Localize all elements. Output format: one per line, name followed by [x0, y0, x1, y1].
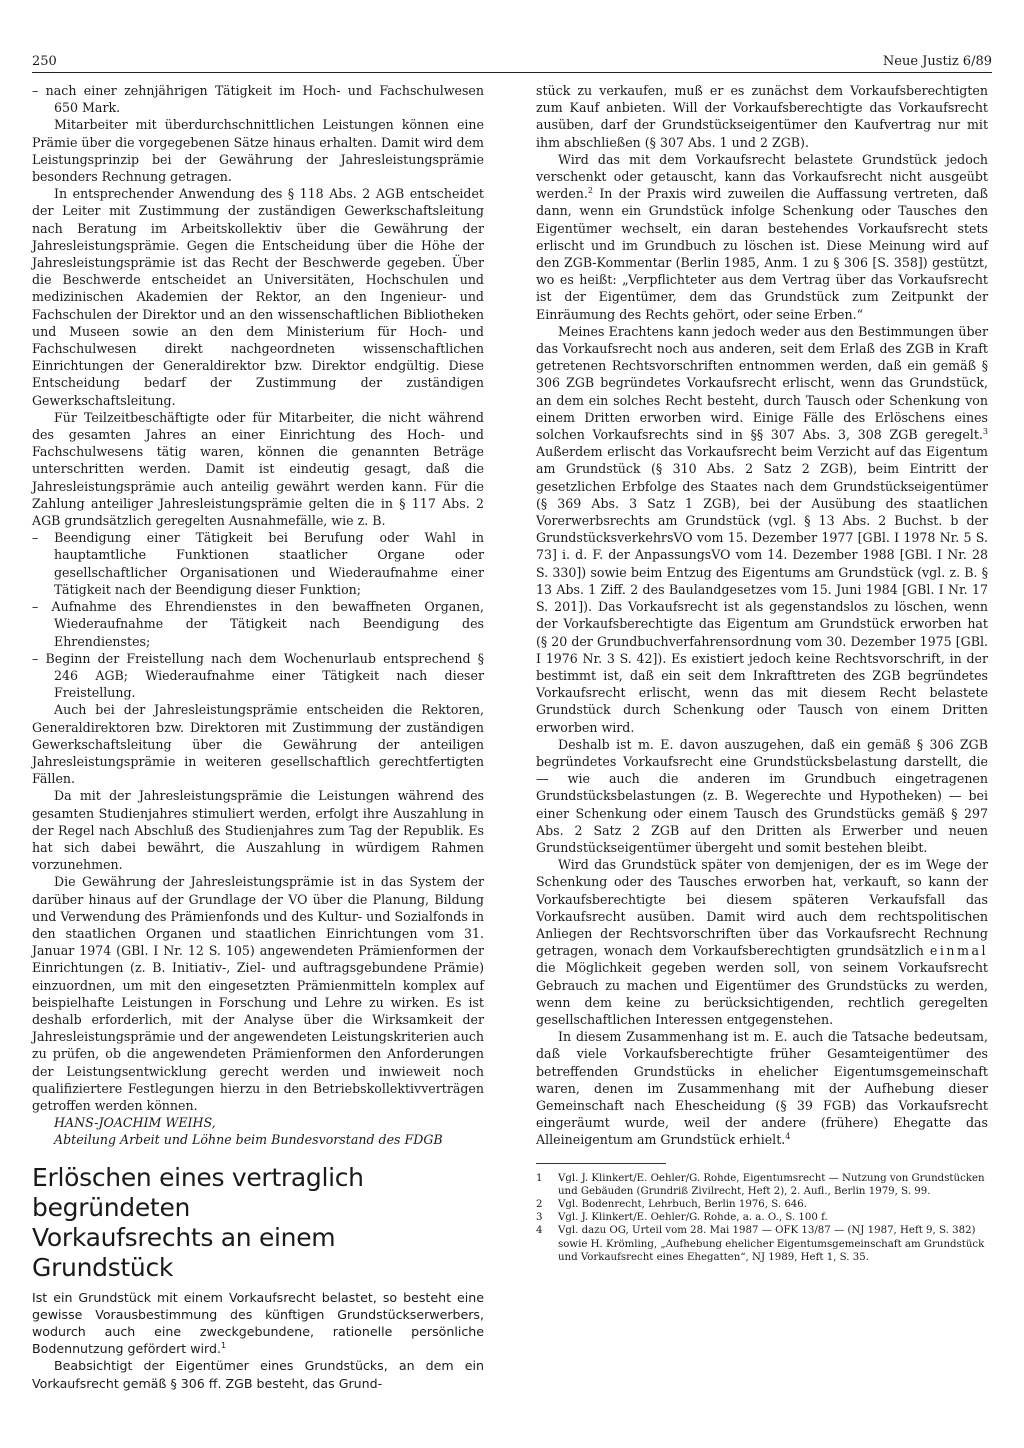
right-paragraph: Wird das Grundstück später von demjenigen, der es im Wege der Schenkung oder des Tausches erworben hat, verkauft, so kann der Vorkaufsberechtigte bei diesem späteren Verkaufsfall das Vorkaufsrecht ausüben. Damit wird auch dem rechtspolitischen Anliegen der Rechtsvorschriften über das Vorkaufsrecht Rechnung getragen, wonach dem Vorkaufsberechtigten grundsätzlich einmal die Möglichkeit gegeben werden soll, von seinem Vorkaufsrecht Gebrauch zu machen und Eigentümer des Grundstücks zu werden, wenn dem keine zu berücksichtigenden, rechtlich geregelten gesellschaftlichen Interessen entgegenstehen. [536, 857, 988, 1027]
page-number: 250 [32, 54, 57, 69]
left-paragraph: Mitarbeiter mit überdurchschnittlichen Leistungen können eine Prämie über die vorgegebenen Sätze hinaus erhalten. Damit wird dem Leistungsprinzip bei der Gewährung der Jahresleistungsprämie besonders Rechnung getragen. [32, 117, 484, 185]
left-list-item: – Beendigung einer Tätigkeit bei Berufung oder Wahl in hauptamtliche Funktionen staatlicher Organe oder gesellschaftlicher Organisationen und Wiederaufnahme einer Tätigkeit nach der Beendigung dieser Funktion; [32, 530, 484, 597]
footnote-rule [536, 1163, 666, 1164]
footnote: 2 Vgl. Bodenrecht, Lehrbuch, Berlin 1976, S. 646. [536, 1199, 808, 1210]
left-paragraph: In entsprechender Anwendung des § 118 Abs. 2 AGB entscheidet der Leiter mit Zustimmung der zuständigen Gewerkschaftsleitung nach Beratung im Arbeitskollektiv über die Gewährung der Jahresleistungsprämie. Gegen die Entscheidung über die Höhe der Jahresleistungsprämie ist das Recht der Beschwerde gegeben. Über die Beschwerde entscheidet an Universitäten, Hochschulen und medizinischen Akademien der Rektor, an den Ingenieur- und Fachschulen der Direktor und an den wissenschaftlichen Bibliotheken und Museen sowie an den dem Ministerium für Hoch- und Fachschulwesen direkt nachgeordneten wissenschaftlichen Einrichtungen der Generaldirektor bzw. Direktor endgültig. Diese Entscheidung bedarf der Zustimmung der zuständigen Gewerkschaftsleitung. [32, 186, 484, 408]
article-title [32, 1163, 484, 1283]
header-rule [32, 72, 992, 73]
left-paragraph: – nach einer zehnjährigen Tätigkeit im Hoch- und Fachschulwesen 650 Mark. [32, 83, 484, 116]
footnote: 4 Vgl. dazu OG, Urteil vom 28. Mai 1987 — OFK 13/87 — (NJ 1987, Heft 9, S. 382) sowie H. Krömling, „Aufhebung ehelicher Eigentumsgemeinschaft am Grundstück und Vorkaufsrecht eines Ehegatten“, NJ 1989, Heft 1, S. 35. [536, 1225, 985, 1263]
footnote: 3 Vgl. J. Klinkert/E. Oehler/G. Rohde, a. a. O., S. 100 f. [536, 1212, 828, 1224]
right-paragraph: Deshalb ist m. E. davon auszugehen, daß ein gemäß § 306 ZGB begründetes Vorkaufsrecht eine Grundstücksbelastung darstellt, die — wie auch die anderen im Grundbuch eingetragenen Grundstücksbelastungen (z. B. Wegerechte und Hypotheken) — bei einer Schenkung oder einem Tausch des Grundstücks gemäß § 297 Abs. 2 Satz 2 ZGB auf den Dritten als Erwerber und neuen Grundstückseigentümer übergeht und somit bestehen bleibt. [536, 736, 988, 855]
article-title-line: Vorkaufsrechts an einem Grundstück [32, 1222, 336, 1282]
right-paragraph: Meines Erachtens kann jedoch weder aus den Bestimmungen über das Vorkaufsrecht noch aus anderen, seit dem Erlaß des ZGB in Kraft getretenen Rechtsvorschriften entnommen werden, daß ein gemäß § 306 ZGB begründetes Vorkaufsrecht erlischt, wenn das Grundstück, an dem ein solches Recht besteht, durch Tausch oder Schenkung von einem Dritten erworben wird. Einige Fälle des Erlöschens eines solchen Vorkaufsrechts sind in §§ 307 Abs. 3, 308 ZGB geregelt.$^3$ Außerdem erlischt das Vorkaufsrecht beim Verzicht auf das Eigentum am Grundstück (§ 310 Abs. 2 Satz 2 ZGB), beim Eintritt der gesetzlichen Erbfolge des Staates nach dem Grundstückseigentümer (§ 369 Abs. 3 Satz 1 ZGB), bei der Ausübung des staatlichen Vorerwerbsrechts am Grundstück (vgl. § 13 Abs. 2 Buchst. b der GrundstücksverkehrsVO vom 15. Dezember 1977 [GBl. I 1978 Nr. 5 S. 73] i. d. F. der AnpassungsVO vom 14. Dezember 1988 [GBl. I Nr. 28 S. 330]) sowie beim Entzug des Eigentums am Grundstück (vgl. z. B. § 13 Abs. 1 Ziff. 2 des Baulandgesetzes vom 15. Juni 1984 [GBl. I Nr. 17 S. 201]). Das Vorkaufsrecht ist als gegenstandslos zu löschen, wenn der Vorkaufsberechtigte das Eigentum am Grundstück erworben hat (§ 20 der Grundbuchverfahrensordnung vom 30. Dezember 1975 [GBl. I 1976 Nr. 3 S. 42]). Es existiert jedoch keine Rechtsvorschrift, in der bestimmt ist, daß ein seit dem Inkrafttreten des ZGB begründetes Vorkaufsrecht erlischt, wenn das mit diesem Recht belastete Grundstück durch Schenkung oder Tausch von einem Dritten erworben wird. [536, 323, 988, 735]
footnote-ref[interactable]: 3 [982, 426, 988, 436]
article-lede-continued: Beabsichtigt der Eigentümer eines Grundstücks, an dem ein Vorkaufsrecht gemäß § 306 ff. ZGB besteht, das Grund- [32, 1358, 484, 1391]
left-paragraph: Auch bei der Jahresleistungsprämie entscheiden die Rektoren, Generaldirektoren bzw. Direktoren mit Zustimmung der zuständigen Gewerkschaftsleitung über die Gewährung der anteiligen Jahresleistungsprämie in weiteren gesellschaftlich gerechtfertigten Fällen. [32, 702, 484, 787]
emphasis-spaced: einmal [929, 943, 988, 959]
footnote: 1 Vgl. J. Klinkert/E. Oehler/G. Rohde, Eigentumsrecht — Nutzung von Grundstücken und Gebäuden (Grundriß Zivilrecht, Heft 2), 2. Aufl., Berlin 1979, S. 99. [536, 1172, 985, 1197]
right-paragraph: stück zu verkaufen, muß er es zunächst dem Vorkaufsberechtigten zum Kauf anbieten. Will der Vorkaufsberechtigte das Vorkaufsrecht ausüben, darf der Grundstückseigentümer den Kaufvertrag nur mit ihm abschließen (§ 307 Abs. 1 und 2 ZGB). [536, 83, 988, 150]
left-paragraph: Für Teilzeitbeschäftigte oder für Mitarbeiter, die nicht während des gesamten Jahres an einer Einrichtung des Hoch- und Fachschulwesens tätig waren, können die genannten Beträge unterschritten werden. Damit ist eindeutig gesagt, daß die Jahresleistungsprämie auch anteilig gewährt werden kann. Für die Zahlung anteiliger Jahresleistungsprämie gelten die in § 117 Abs. 2 AGB grundsätzlich geregelten Ausnahmefälle, wie z. B. [32, 409, 484, 529]
left-list-item: – Aufnahme des Ehrendienstes in den bewaffneten Organen, Wiederaufnahme der Tätigkeit nach Beendigung des Ehrendienstes; [32, 599, 484, 649]
right-paragraph: Wird das mit dem Vorkaufsrecht belastete Grundstück jedoch verschenkt oder getauscht, kann das Vorkaufsrecht nicht ausgeübt werden.$^2$ In der Praxis wird zuweilen die Auffassung vertreten, daß dann, wenn ein Grundstück infolge Schenkung oder Tausches den Eigentümer wechselt, ein daran bestehendes Vorkaufsrecht stets erlischt und im Grundbuch zu löschen ist. Diese Meinung wird auf den ZGB-Kommentar (Berlin 1985, Anm. 1 zu § 306 [S. 358]) gestützt, wo es heißt: „Verpflichteter aus dem Vertrag über das Vorkaufsrecht ist der Eigentümer, dem das Grundstück zum Zeitpunkt der Einräumung des Rechts gehört, oder seine Erben.“ [536, 151, 988, 322]
journal-reference: Neue Justiz 6/89 [882, 54, 992, 69]
left-paragraph: Die Gewährung der Jahresleistungsprämie ist in das System der darüber hinaus auf der Grundlage der VO über die Planung, Bildung und Verwendung des Prämienfonds und des Kultur- und Sozialfonds in den staatlichen Organen und staatlichen Einrichtungen vom 31. Januar 1974 (GBl. I Nr. 12 S. 105) angewendeten Prämienformen der Einrichtungen (z. B. Initiativ-, Ziel- und auftragsgebundene Prämie) einzuordnen, um mit den eingesetzten Prämienmitteln komplex auf beispielhafte Leistungen in Forschung und Lehre zu wirken. Es ist deshalb erforderlich, mit der Analyse über die Wirksamkeit der Jahresleistungsprämie und der angewendeten Leistungskriterien auch zu prüfen, ob die angewendeten Prämienformen den Anforderungen der Leistungsentwicklung gerecht werden und inwieweit noch qualifiziertere Festlegungen hierzu in den Betriebskollektivverträgen getroffen werden können. [32, 874, 484, 1113]
left-paragraph: Da mit der Jahresleistungsprämie die Leistungen während des gesamten Studienjahres stimuliert werden, erfolgt ihre Auszahlung in der Regel nach Abschluß des Studienjahres zum Tag der Republik. Es hat sich dabei bewährt, die Auszahlung in würdigem Rahmen vorzunehmen. [32, 788, 484, 873]
left-list-item: – Beginn der Freistellung nach dem Wochenurlaub entsprechend § 246 AGB; Wiederaufnahme einer Tätigkeit nach dieser Freistellung. [32, 650, 484, 701]
footnote-ref[interactable]: 1 [221, 1341, 227, 1351]
right-column [536, 82, 988, 1264]
article-title-line: Erlöschen eines vertraglich begründeten [32, 1162, 364, 1222]
footnote-ref[interactable]: 4 [785, 1132, 791, 1142]
author-affiliation: Abteilung Arbeit und Löhne beim Bundesvorstand des FDGB [54, 1132, 443, 1148]
left-column [32, 82, 484, 1392]
author-signature: HANS-JOACHIM WEIHS, [54, 1115, 216, 1131]
right-paragraph: In diesem Zusammenhang ist m. E. auch die Tatsache bedeutsam, daß viele Vorkaufsberechtigte früher Gesamteigentümer des betreffenden Grundstücks in ehelicher Eigentumsgemeinschaft waren, denen im Zusammenhang mit der Aufhebung dieser Gemeinschaft nach Ehescheidung (§ 39 FGB) das Vorkaufsrecht eingeräumt wurde, weil der andere (frühere) Ehegatte das Alleineigentum am Grundstück erhielt.$^4$ [536, 1029, 988, 1148]
footnote-ref[interactable]: 2 [587, 186, 593, 196]
article-lede: Ist ein Grundstück mit einem Vorkaufsrecht belastet, so besteht eine gewisse Vorausbestimmung des künftigen Grundstückserwerbers, wodurch auch eine zweckgebundene, rationelle persönliche Bodennutzung gefördert wird.$^1$ [32, 1289, 484, 1357]
